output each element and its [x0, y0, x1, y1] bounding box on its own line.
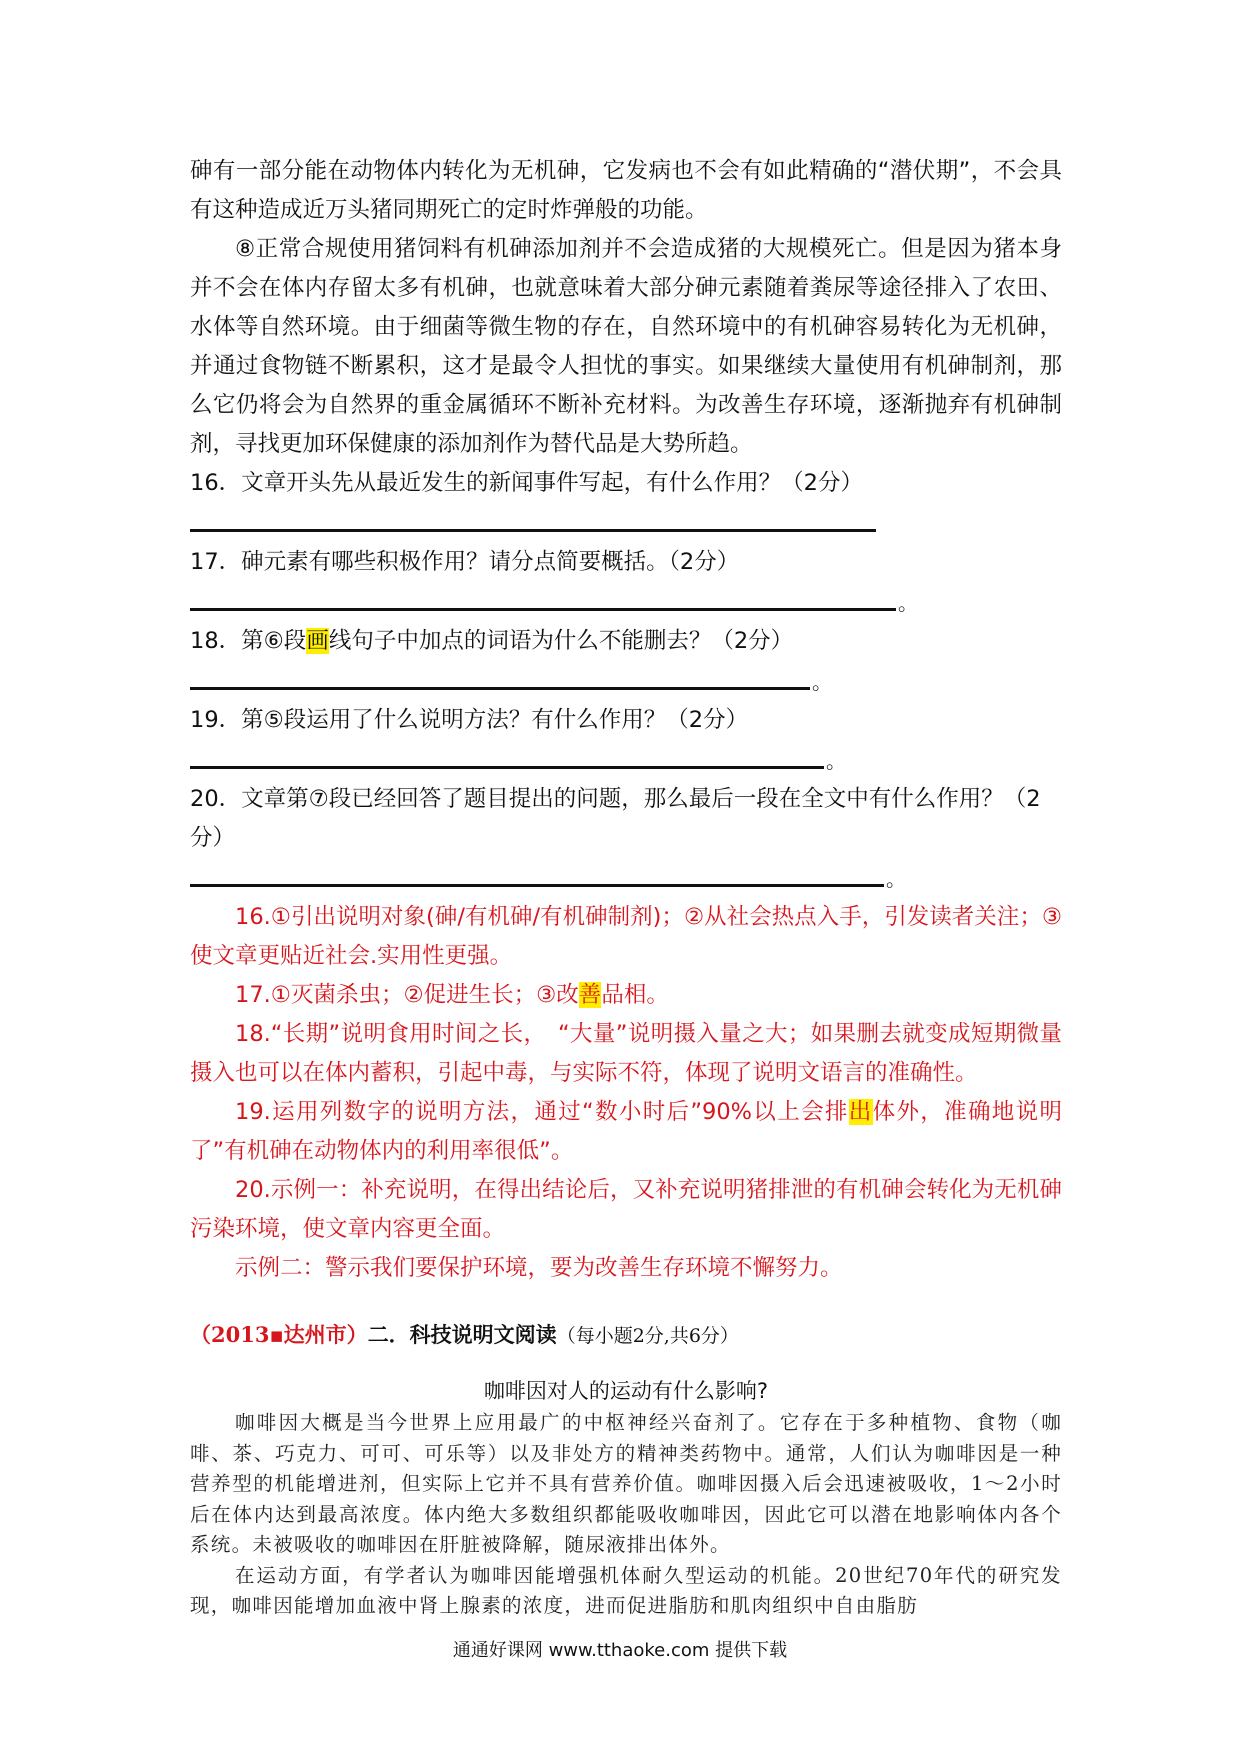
- answer-17: 17.①灭菌杀虫；②促进生长；③改善品相。: [235, 982, 669, 1008]
- article-paragraph-1: 咖啡因大概是当今世界上应用最广的中枢神经兴奋剂了。它存在于多种植物、食物（咖啡、茶、巧克力、可可、可乐等）以及非处方的精神类药物中。通常，人们认为咖啡因是一种营养型的机能增进剂，但实际上它并不具有营养价值。咖啡因摄入后会迅速被吸收，1～2小时后在体内达到最高浓度。体内绝大多数组织都能吸收咖啡因，因此它可以潜在地影响体内各个系统。未被吸收的咖啡因在肝脏被降解，随尿液排出体外。: [190, 1411, 1062, 1556]
- answer-line-18-period: 。: [812, 670, 832, 694]
- highlight-mark: 画: [306, 628, 329, 654]
- answer-line-19[interactable]: [190, 740, 1062, 780]
- answer-20-example-2: 示例二：警示我们要保护环境，要为改善生存环境不懈努力。: [235, 1255, 843, 1281]
- article-title: 咖啡因对人的运动有什么影响?: [483, 1379, 769, 1403]
- answer-16: 16.①引出说明对象(砷/有机砷/有机砷制剂)；②从社会热点入手，引发读者关注；③使文章更贴近社会.实用性更强。: [190, 904, 1062, 969]
- answer-line-20-period: 。: [886, 867, 906, 891]
- answer-line-17-period: 。: [898, 591, 918, 615]
- section-2-heading: [190, 1318, 1062, 1353]
- section-points: （每小题2分,共6分）: [556, 1325, 739, 1347]
- question-16: 16．文章开头先从最近发生的新闻事件写起，有什么作用？（2分）: [190, 470, 863, 496]
- question-19: 19．第⑤段运用了什么说明方法？有什么作用？（2分）: [190, 707, 749, 733]
- section-title: 二．科技说明文阅读: [367, 1322, 557, 1347]
- highlight-mark: 善: [578, 982, 602, 1008]
- page-footer: 通通好课网 www.tthaoke.com 提供下载: [452, 1640, 788, 1661]
- question-18: 18．第⑥段画线句子中加点的词语为什么不能删去？（2分）: [190, 628, 794, 654]
- paragraph-7-end: 砷有一部分能在动物体内转化为无机砷，它发病也不会有如此精确的“潜伏期”，不会具有这种造成近万头猪同期死亡的定时炸弹般的功能。: [190, 158, 1062, 223]
- answer-20-example-1: 20.示例一：补充说明，在得出结论后，又补充说明猪排泄的有机砷会转化为无机砷污染环境，使文章内容更全面。: [190, 1177, 1062, 1242]
- answer-line-16[interactable]: [190, 503, 1062, 543]
- paragraph-8: ⑧正常合规使用猪饲料有机砷添加剂并不会造成猪的大规模死亡。但是因为猪本身并不会在体内存留太多有机砷，也就意味着大部分砷元素随着粪尿等途径排入了农田、水体等自然环境。由于细菌等微生物的存在，自然环境中的有机砷容易转化为无机砷，并通过食物链不断累积，这才是最令人担忧的事实。如果继续大量使用有机砷制剂，那么它仍将会为自然界的重金属循环不断补充材料。为改善生存环境，逐渐抛弃有机砷制剂，寻找更加环保健康的添加剂作为替代品是大势所趋。: [190, 236, 1062, 457]
- page-content: [190, 152, 1062, 1622]
- answer-line-20[interactable]: [190, 858, 1062, 898]
- answer-19: 19.运用列数字的说明方法，通过“数小时后”90%以上会排出体外，准确地说明了”有机砷在动物体内的利用率很低”。: [190, 1099, 1062, 1164]
- answer-18: 18.“长期”说明食用时间之长， “大量”说明摄入量之大；如果删去就变成短期微量摄入也可以在体内蓄积，引起中毒，与实际不符，体现了说明文语言的准确性。: [190, 1021, 1062, 1086]
- question-17: 17．砷元素有哪些积极作用？请分点简要概括。（2分）: [190, 549, 740, 575]
- answer-line-17[interactable]: [190, 582, 1062, 622]
- section-source: （2013▪达州市）: [190, 1322, 368, 1347]
- article-paragraph-2: 在运动方面，有学者认为咖啡因能增强机体耐久型运动的机能。20世纪70年代的研究发现，咖啡因能增加血液中肾上腺素的浓度，进而促进脂肪和肌肉组织中自由脂肪: [190, 1563, 1062, 1617]
- answer-line-19-period: 。: [826, 749, 846, 773]
- highlight-mark: 出: [848, 1099, 873, 1125]
- question-20: 20．文章第⑦段已经回答了题目提出的问题，那么最后一段在全文中有什么作用？（2分）: [190, 786, 1041, 851]
- answer-line-18[interactable]: [190, 661, 1062, 701]
